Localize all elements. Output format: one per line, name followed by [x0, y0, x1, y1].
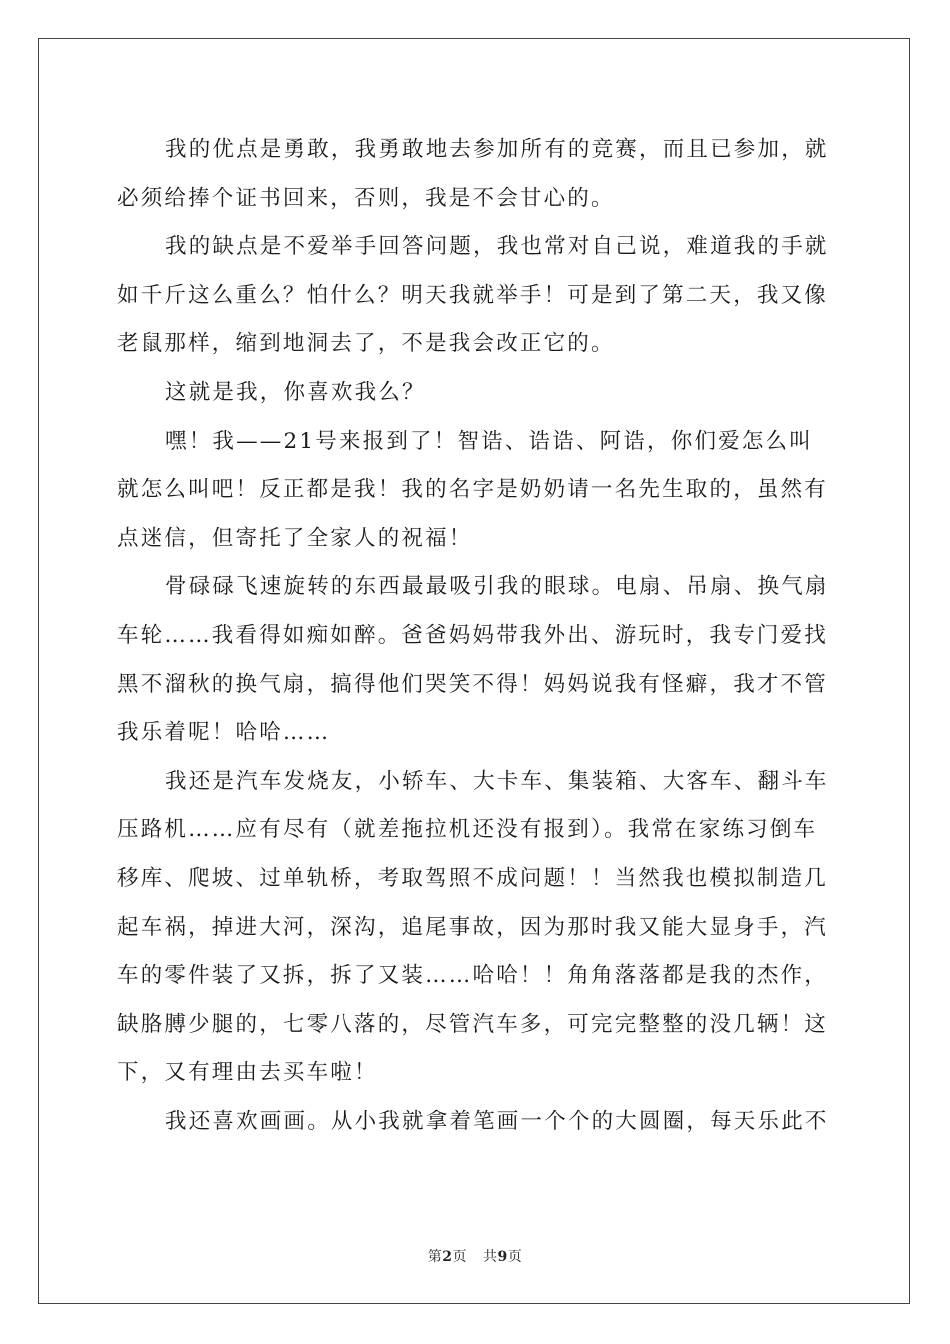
- paragraph: [117, 563, 831, 757]
- text-line: 缺胳膊少腿的，七零八落的，尽管汽车多，可完完整整的没几辆！这: [117, 1011, 829, 1037]
- total-label-suffix: 页: [507, 1249, 523, 1265]
- text-line: 车的零件装了又拆，拆了又装……哈哈！！角角落落都是我的杰作，: [117, 963, 829, 989]
- document-body: [117, 126, 831, 1146]
- paragraph: [117, 126, 831, 223]
- text-line: 如千斤这么重么？怕什么？明天我就举手！可是到了第二天，我又像: [117, 282, 829, 308]
- text-line: 车轮……我看得如痴如醉。爸爸妈妈带我外出、游玩时，我专门爱找: [117, 622, 829, 648]
- text-line: 我还喜欢画画。从小我就拿着笔画一个个的大圆圈，每天乐此不: [165, 1108, 829, 1134]
- text-line: 就怎么叫吧！反正都是我！我的名字是奶奶请一名先生取的，虽然有: [117, 477, 829, 503]
- text-line: 嘿！我——21号来报到了！智诰、诰诰、阿诰，你们爱怎么叫: [165, 428, 813, 454]
- text-line: 老鼠那样，缩到地洞去了，不是我会改正它的。: [117, 331, 615, 357]
- text-line: 必须给捧个证书回来，否则，我是不会甘心的。: [117, 185, 615, 211]
- paragraph: [117, 1098, 831, 1147]
- text-line: 骨碌碌飞速旋转的东西最最吸引我的眼球。电扇、吊扇、换气扇: [165, 574, 829, 600]
- page-number: 2: [442, 1249, 453, 1265]
- text-line: 我的优点是勇敢，我勇敢地去参加所有的竞赛，而且已参加，就: [165, 137, 829, 162]
- text-line: 我乐着呢！哈哈……: [117, 720, 331, 746]
- text-line: 我还是汽车发烧友，小轿车、大卡车、集装箱、大客车、翻斗车: [165, 768, 829, 794]
- text-line: 移库、爬坡、过单轨桥，考取驾照不成问题！！当然我也模拟制造几: [117, 865, 829, 891]
- total-pages: 9: [497, 1249, 508, 1265]
- text-line: 压路机……应有尽有（就差拖拉机还没有报到）。我常在家练习倒车: [117, 817, 818, 843]
- text-line: 点迷信，但寄托了全家人的祝福！: [117, 525, 473, 551]
- text-line: 下，又有理由去买车啦！: [117, 1060, 378, 1086]
- text-line: 这就是我，你喜欢我么？: [165, 379, 426, 405]
- page-footer: [0, 1246, 950, 1266]
- page-label-suffix: 页: [452, 1249, 467, 1265]
- text-line: 起车祸，掉进大河，深沟，追尾事故，因为那时我又能大显身手，汽: [117, 914, 829, 940]
- text-line: 我的缺点是不爱举手回答问题，我也常对自己说，难道我的手就: [165, 234, 829, 260]
- paragraph: [117, 369, 831, 418]
- page-label-prefix: 第: [427, 1249, 443, 1265]
- text-line: 黑不溜秋的换气扇，搞得他们哭笑不得！妈妈说我有怪癖，我才不管: [117, 671, 829, 697]
- paragraph: [117, 758, 831, 1098]
- paragraph: [117, 223, 831, 369]
- paragraph: [117, 418, 831, 564]
- total-label-prefix: 共: [483, 1249, 498, 1265]
